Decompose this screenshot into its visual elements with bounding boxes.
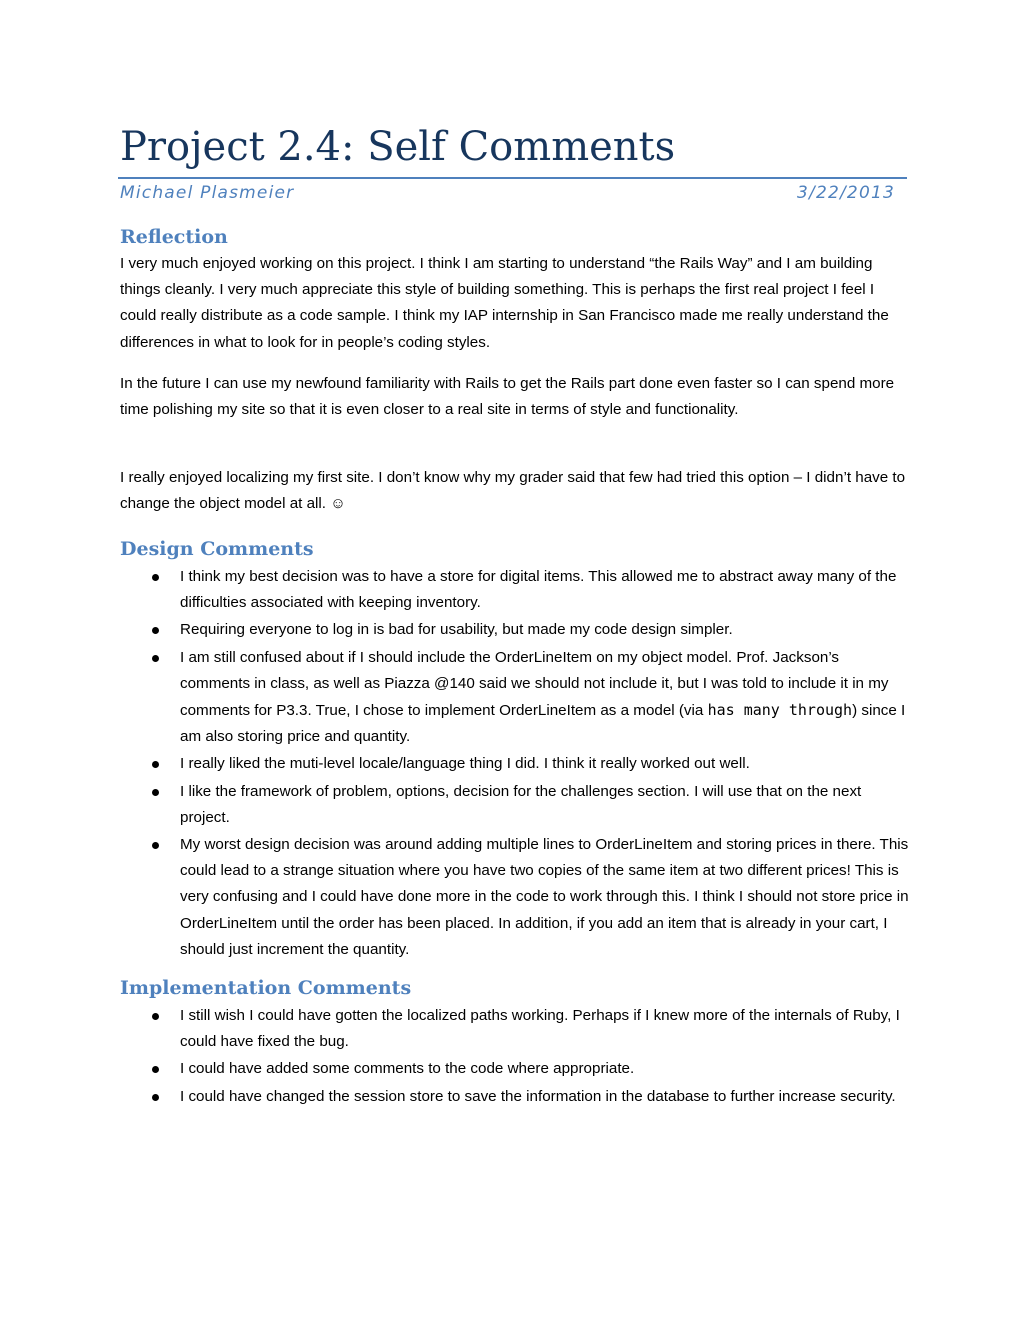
implementation-comments-list <box>120 1003 910 1111</box>
list-item <box>120 751 910 777</box>
list-item-text: I could have added some comments to the code where appropriate. <box>180 1060 635 1078</box>
list-item-text: My worst design decision was around adding multiple lines to OrderLineItem and storing prices in there. This could lead to a strange situation where you have two copies of the same item at two different prices! This is very confusing and I could have done more in the code to work through this. I think I should not store price in OrderLineItem until the order has been placed. In addition, if you add an item that is already in your cart, I should just increment the quantity. <box>180 836 909 958</box>
list-item <box>120 832 910 963</box>
title-underline <box>118 177 907 179</box>
list-item <box>120 779 910 831</box>
list-item <box>120 1003 910 1055</box>
list-item <box>120 564 910 616</box>
reflection-paragraph-1: I very much enjoyed working on this project. I think I am starting to understand “the Rails Way” and I am building things cleanly. I very much appreciate this style of building something. This is perhaps the first real project I feel I could really distribute as a code sample. I think my IAP internship in San Francisco made me really understand the differences in what to look for in people’s coding styles. <box>120 255 889 351</box>
bullet-icon <box>152 1066 159 1073</box>
design-comments-list <box>120 564 910 964</box>
list-item <box>120 645 910 751</box>
bullet-icon <box>152 1094 159 1101</box>
list-item <box>120 1056 910 1082</box>
bullet-icon <box>152 842 159 849</box>
list-item-text: Requiring everyone to log in is bad for usability, but made my code design simpler. <box>180 621 733 639</box>
design-comments-heading: Design Comments <box>120 538 314 560</box>
bullet-icon <box>152 627 159 634</box>
document-date: 3/22/2013 <box>797 183 895 203</box>
bullet-icon <box>152 574 159 581</box>
reflection-heading: Reflection <box>120 226 228 248</box>
bullet-icon <box>152 1013 159 1020</box>
bullet-icon <box>152 789 159 796</box>
bullet-icon <box>152 655 159 662</box>
author-name: Michael Plasmeier <box>120 183 295 203</box>
list-item <box>120 1084 910 1110</box>
bullet-icon <box>152 761 159 768</box>
list-item-text: I really liked the muti-level locale/language thing I did. I think it really worked out well. <box>180 755 750 773</box>
document-title: Project 2.4: Self Comments <box>120 124 676 170</box>
list-item-text <box>180 649 905 746</box>
list-item-text: I still wish I could have gotten the localized paths working. Perhaps if I knew more of the internals of Ruby, I could have fixed the bug. <box>180 1007 900 1051</box>
list-item-text: I like the framework of problem, options, decision for the challenges section. I will use that on the next project. <box>180 782 862 826</box>
document-subtitle <box>120 181 895 205</box>
list-item <box>120 617 910 643</box>
reflection-paragraph-3: I really enjoyed localizing my first site. I don’t know why my grader said that few had tried this option – I didn’t have to change the object model at all. ☺ <box>120 469 906 513</box>
implementation-comments-heading: Implementation Comments <box>120 977 412 999</box>
inline-code: has many through <box>707 701 853 720</box>
list-item-text-after: ) since I am also storing price and quantity. <box>180 702 906 746</box>
list-item-text: I think my best decision was to have a store for digital items. This allowed me to abstract away many of the difficulties associated with keeping inventory. <box>180 568 897 612</box>
reflection-paragraph-2: In the future I can use my newfound familiarity with Rails to get the Rails part done even faster so I can spend more time polishing my site so that it is even closer to a real site in terms of style and functionality. <box>120 375 895 419</box>
list-item-text-before: I am still confused about if I should include the OrderLineItem on my object model. Prof. Jackson’s comments in class, as well as Piazza @140 said we should not include it, but I was told to include it in my comments for P3.3. True, I chose to implement OrderLineItem as a model (via <box>180 648 889 720</box>
list-item-text: I could have changed the session store to save the information in the database to further increase security. <box>180 1087 896 1105</box>
